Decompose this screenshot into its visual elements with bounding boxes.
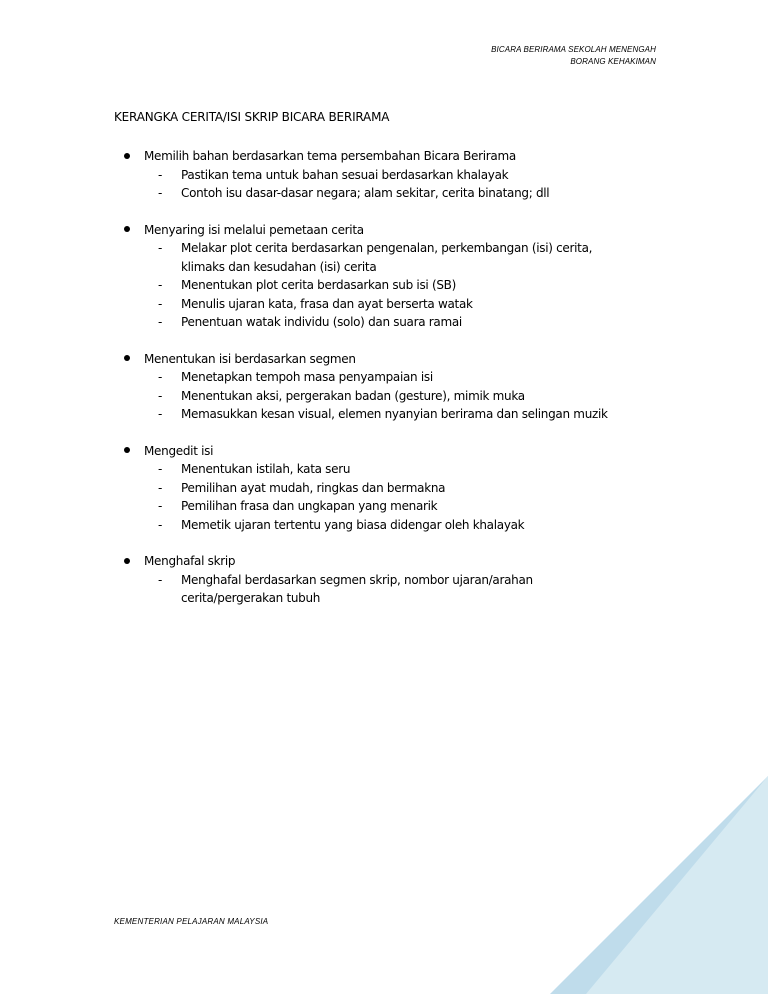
list-item: - Pemilihan ayat mudah, ringkas dan bermakna — [158, 480, 446, 495]
corner-decoration — [546, 776, 768, 994]
list-item: - Menentukan istilah, kata seru — [158, 462, 351, 476]
section-2 — [114, 221, 674, 332]
list-item: - Pastikan tema untuk bahan sesuai berdasarkan khalayak — [158, 167, 509, 182]
list-item: - Memetik ujaran tertentu yang biasa didengar oleh khalayak — [158, 517, 525, 532]
section-heading: Menyaring isi melalui pemetaan cerita — [144, 222, 364, 237]
section-1 — [114, 147, 674, 203]
list-item: - Memasukkan kesan visual, elemen nyanyian berirama dan selingan muzik — [158, 407, 608, 421]
list-item: - Contoh isu dasar-dasar negara; alam sekitar, cerita binatang; dll — [158, 186, 550, 200]
bullet-icon — [124, 558, 130, 564]
section-heading: Menghafal skrip — [144, 554, 236, 568]
list-item: - Menghafal berdasarkan segmen skrip, nombor ujaran/arahan cerita/pergerakan tubuh — [158, 572, 533, 605]
header-line-1: BICARA BERIRAMA SEKOLAH MENENGAH — [491, 45, 656, 54]
list-item: - Menentukan plot cerita berdasarkan sub isi (SB) — [158, 278, 456, 292]
section-3 — [114, 350, 674, 424]
list-item: - Menetapkan tempoh masa penyampaian isi — [158, 370, 433, 384]
list-item: - Menulis ujaran kata, frasa dan ayat berserta watak — [158, 296, 473, 311]
document-footer: KEMENTERIAN PELAJARAN MALAYSIA — [114, 917, 269, 926]
header-line-2: BORANG KEHAKIMAN — [570, 57, 656, 66]
page-title: KERANGKA CERITA/ISI SKRIP BICARA BERIRAMA — [114, 110, 390, 124]
bullet-icon — [124, 153, 130, 159]
bullet-icon — [124, 226, 130, 232]
bullet-icon — [124, 447, 130, 453]
section-heading: Memilih bahan berdasarkan tema persembahan Bicara Berirama — [144, 149, 516, 163]
outline-list — [114, 147, 674, 626]
section-5 — [114, 552, 674, 608]
section-heading: Menentukan isi berdasarkan segmen — [144, 351, 356, 366]
list-item: - Menentukan aksi, pergerakan badan (gesture), mimik muka — [158, 388, 525, 403]
bullet-icon — [124, 355, 130, 361]
section-heading: Mengedit isi — [144, 443, 214, 458]
section-4 — [114, 442, 674, 535]
list-item: - Penentuan watak individu (solo) dan suara ramai — [158, 315, 462, 329]
list-item: - Pemilihan frasa dan ungkapan yang menarik — [158, 499, 438, 513]
document-header — [491, 44, 656, 68]
list-item: - Melakar plot cerita berdasarkan pengenalan, perkembangan (isi) cerita, klimaks dan kesudahan (isi) cerita — [158, 241, 593, 274]
